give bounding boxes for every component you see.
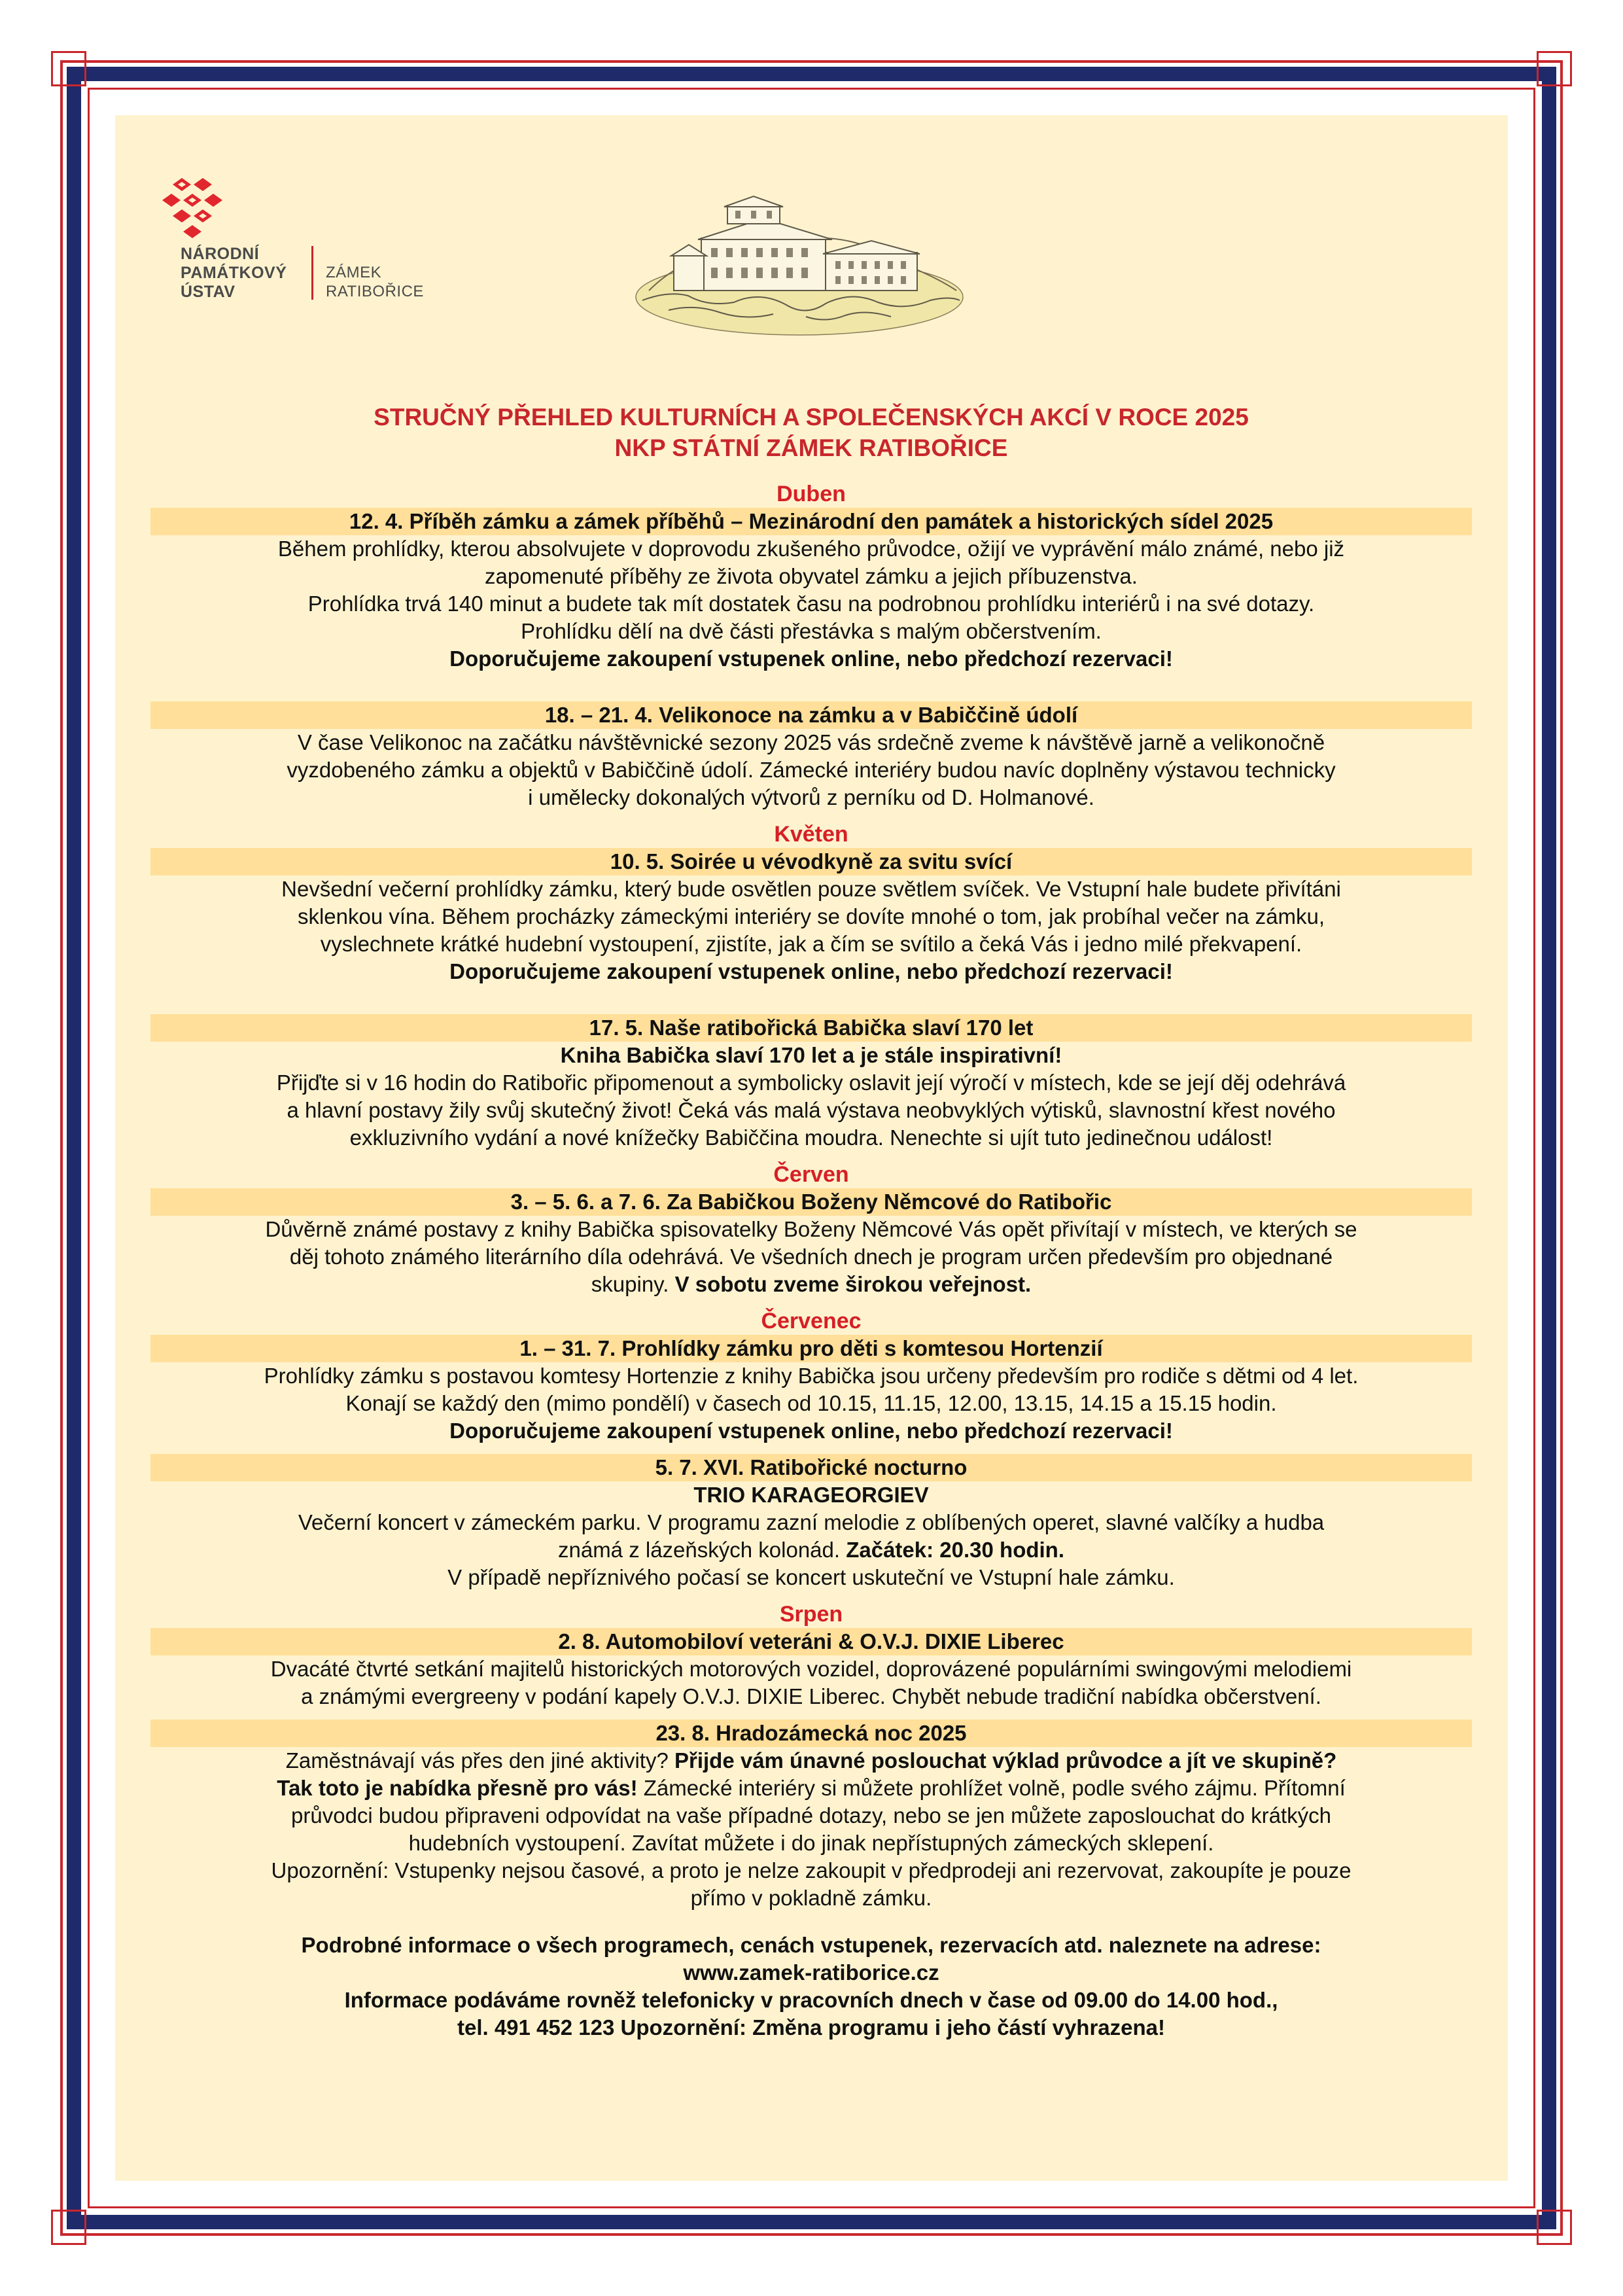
footer-notice: tel. 491 452 123 Upozornění: Změna programu i jeho částí vyhrazena! <box>457 2015 1166 2040</box>
event-text: hudebních vystoupení. Zavítat můžete i do jinak nepřístupných zámeckých sklepení. <box>408 1831 1214 1855</box>
event-text: Upozornění: Vstupenky nejsou časové, a proto je nelze zakoupit v předprodeji ani rezervovat, zakoupíte je pouze <box>271 1858 1352 1882</box>
event-heading: 12. 4. Příběh zámku a zámek příběhů – Mezinárodní den památek a historických sídel 2025 <box>150 508 1472 535</box>
month-heading-kveten: Květen <box>774 822 848 847</box>
castle-illustration <box>629 192 969 336</box>
event-heading: 18. – 21. 4. Velikonoce na zámku a v Babiččině údolí <box>150 701 1472 729</box>
event-text: V čase Velikonoc na začátku návštěvnické sezony 2025 vás srdečně zveme k návštěvě jarně a velikonočně <box>297 730 1325 754</box>
event-subheading: Kniha Babička slaví 170 let a je stále inspirativní! <box>560 1043 1062 1067</box>
event-text: exkluzivního vydání a nové knížečky Babiččina moudra. Nenechte si ujít tuto jedinečnou událost! <box>349 1125 1273 1150</box>
frame-corner-ornament <box>51 51 86 86</box>
event-text: přímo v pokladně zámku. <box>690 1886 932 1910</box>
event-text: průvodci budou připraveni odpovídat na vaše případné dotazy, nebo se jen můžete zaposlouchat do krátkých <box>291 1803 1331 1828</box>
event-text: známá z lázeňských kolonád. Začátek: 20.30 hodin. <box>557 1538 1065 1562</box>
event-heading: 17. 5. Naše ratibořická Babička slaví 170 let <box>150 1014 1472 1042</box>
logo-divider <box>311 246 313 300</box>
event-heading: 2. 8. Automobiloví veteráni & O.V.J. DIXIE Liberec <box>150 1628 1472 1655</box>
frame-corner-ornament <box>1537 2210 1572 2245</box>
event-text: a známými evergreeny v podání kapely O.V.J. DIXIE Liberec. Chybět nebude tradiční nabídka občerstvení. <box>301 1684 1321 1708</box>
doc-title-line2: NKP STÁTNÍ ZÁMEK RATIBOŘICE <box>614 434 1008 461</box>
event-heading: 23. 8. Hradozámecká noc 2025 <box>150 1720 1472 1747</box>
footer-info: Podrobné informace o všech programech, cenách vstupenek, rezervacích atd. naleznete na adrese: <box>301 1933 1321 1957</box>
event-text: Nevšední večerní prohlídky zámku, který bude osvětlen pouze světlem svíček. Ve Vstupní hale budete přivítáni <box>281 877 1341 901</box>
month-heading-cerven: Červen <box>773 1162 849 1187</box>
event-note: Doporučujeme zakoupení vstupenek online, nebo předchozí rezervaci! <box>449 646 1173 671</box>
npu-logo-mark-icon <box>160 178 245 243</box>
event-text: Konají se každý den (mimo pondělí) v časech od 10.15, 11.15, 12.00, 13.15, 14.15 a 15.15 hodin. <box>345 1391 1277 1415</box>
event-text: děj tohoto známého literárního díla odehrává. Ve všedních dnech je program určen především pro objednané <box>289 1245 1333 1269</box>
event-text: Během prohlídky, kterou absolvujete v doprovodu zkušeného průvodce, ožijí ve vyprávění málo známé, nebo již <box>277 537 1345 561</box>
document-content <box>150 402 1472 2041</box>
doc-title-line1: STRUČNÝ PŘEHLED KULTURNÍCH A SPOLEČENSKÝCH AKCÍ V ROCE 2025 <box>374 404 1249 431</box>
event-text: vyslechnete krátké hudební vystoupení, zjistíte, jak a čím se svítilo a čeká Vás i jedno milé překvapení. <box>320 932 1302 956</box>
event-text: Důvěrně známé postavy z knihy Babička spisovatelky Boženy Němcové Vás opět přivítají v místech, ve kterých se <box>265 1217 1357 1241</box>
event-note: Doporučujeme zakoupení vstupenek online, nebo předchozí rezervaci! <box>449 1419 1173 1443</box>
event-note: Doporučujeme zakoupení vstupenek online, nebo předchozí rezervaci! <box>449 959 1173 983</box>
event-text: Prohlídku dělí na dvě části přestávka s malým občerstvením. <box>521 619 1102 643</box>
event-heading: 3. – 5. 6. a 7. 6. Za Babičkou Boženy Němcové do Ratibořic <box>150 1188 1472 1216</box>
frame-corner-ornament <box>1537 51 1572 86</box>
month-heading-srpen: Srpen <box>779 1602 843 1627</box>
event-text: i umělecky dokonalých výtvorů z perníku od D. Holmanové. <box>528 785 1094 809</box>
footer-phone-info: Informace podáváme rovněž telefonicky v pracovních dnech v čase od 09.00 do 14.00 hod., <box>344 1988 1278 2012</box>
month-heading-cervenec: Červenec <box>761 1309 862 1333</box>
event-heading: 5. 7. XVI. Ratibořické nocturno <box>150 1454 1472 1481</box>
event-text: Prohlídka trvá 140 minut a budete tak mít dostatek času na podrobnou prohlídku interiérů i na své dotazy. <box>307 592 1315 616</box>
event-text: Zaměstnávají vás přes den jiné aktivity? Přijde vám únavné poslouchat výklad průvodce a jít ve skupině? <box>285 1748 1337 1773</box>
event-text: Přijďte si v 16 hodin do Ratibořic připomenout a symbolicky oslavit její výročí v místech, kde se její děj odehrává <box>276 1070 1346 1095</box>
frame-corner-ornament <box>51 2210 86 2245</box>
event-heading: 1. – 31. 7. Prohlídky zámku pro děti s komtesou Hortenzií <box>150 1335 1472 1362</box>
event-text: vyzdobeného zámku a objektů v Babiččině údolí. Zámecké interiéry budou navíc doplněny výstavou technicky <box>287 758 1336 782</box>
event-text: Večerní koncert v zámeckém parku. V programu zazní melodie z oblíbených operet, slavné valčíky a hudba <box>298 1510 1325 1534</box>
event-text: Dvacáté čtvrté setkání majitelů historických motorových vozidel, doprovázené populárními swingovými melodiemi <box>270 1657 1352 1681</box>
event-text: skupiny. V sobotu zveme širokou veřejnost. <box>591 1272 1032 1296</box>
event-text: a hlavní postavy žily svůj skutečný život! Čeká vás malá výstava neobvyklých výtisků, slavnostní křest nového <box>287 1098 1336 1122</box>
month-heading-duben: Duben <box>777 482 846 506</box>
event-subheading: TRIO KARAGEORGIEV <box>693 1483 929 1507</box>
event-text: Tak toto je nabídka přesně pro vás! Zámecké interiéry si můžete prohlížet volně, podle svého zájmu. Přítomní <box>277 1776 1346 1800</box>
castle-name-text: ZÁMEK RATIBOŘICE <box>326 264 424 300</box>
npu-logo-text: NÁRODNÍ PAMÁTKOVÝ ÚSTAV <box>181 245 287 301</box>
event-text: V případě nepříznivého počasí se koncert uskuteční ve Vstupní hale zámku. <box>447 1565 1175 1589</box>
event-text: Prohlídky zámku s postavou komtesy Hortenzie z knihy Babička jsou určeny především pro rodiče s dětmi od 4 let. <box>264 1364 1359 1388</box>
event-text: zapomenuté příběhy ze života obyvatel zámku a jejich příbuzenstva. <box>485 564 1138 588</box>
event-text: sklenkou vína. Během procházky zámeckými interiéry se dovíte mnohé o tom, jak probíhal večer na zámku, <box>297 904 1325 928</box>
event-heading: 10. 5. Soirée u vévodkyně za svitu svící <box>150 848 1472 875</box>
website-link[interactable]: www.zamek-ratiborice.cz <box>683 1960 939 1985</box>
